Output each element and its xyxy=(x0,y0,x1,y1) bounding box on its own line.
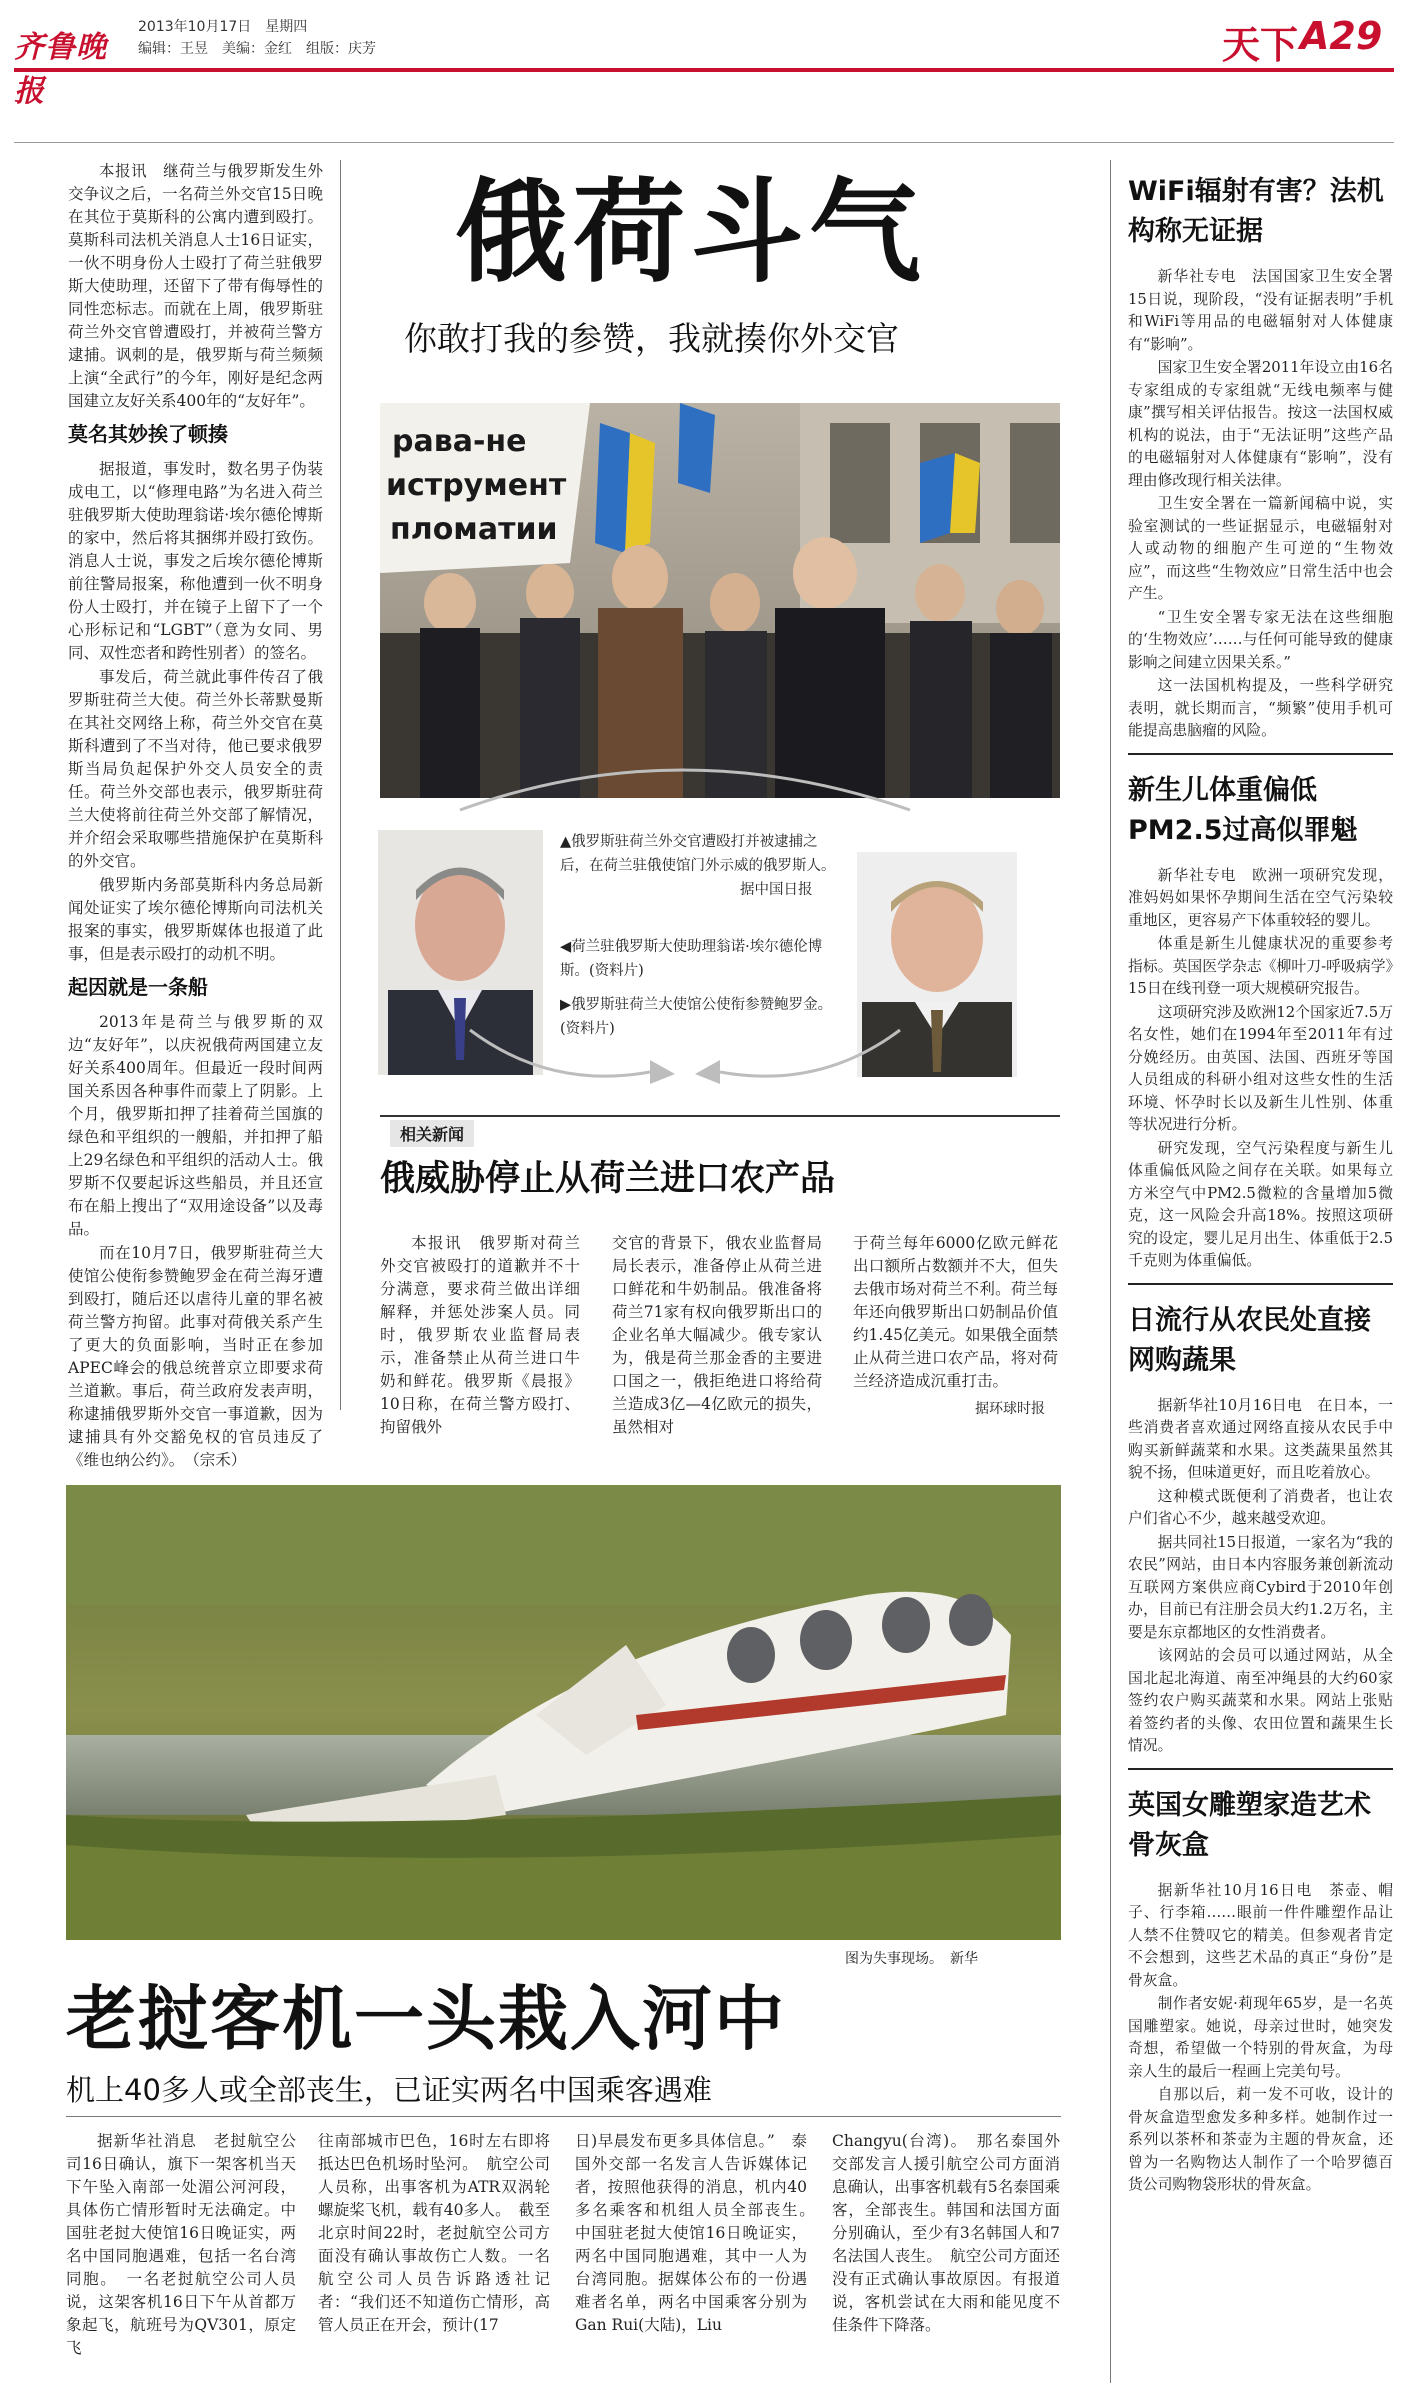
sidebar-para: 据新华社10月16日电 在日本，一些消费者喜欢通过网络直接从农民手中购买新鲜蔬菜和水果。这类蔬果虽然其貌不扬，但味道更好，而且吃着放心。 xyxy=(1128,1396,1393,1481)
sidebar-body-urn xyxy=(1128,1880,1393,2197)
main-story-para: 据报道，事发时，数名男子伪装成电工，以“修理电路”为名进入荷兰驻俄罗斯大使助理翁诺·埃尔德伦博斯的家中，然后将其捆绑并殴打致伤。消息人士说，事发之后埃尔德伦博斯前往警局报案，称他遭到一伙不明身份人士殴打，并在镜子上留下了一个心形标记和“LGBT”（意为女同、男同、双性恋者和跨性别者）的签名。 xyxy=(68,460,323,662)
sidebar-rule xyxy=(1128,1283,1393,1285)
header-thin-rule xyxy=(14,142,1394,143)
related-news-tag: 相关新闻 xyxy=(390,1120,474,1147)
protest-caption xyxy=(560,830,845,902)
layout-credit: 组版：庆芳 xyxy=(306,41,376,57)
sidebar-para: 研究发现，空气污染程度与新生儿体重偏低风险之间存在关联。如果每立方米空气中PM2.5微粒的含量增加5微克，这一风险会升高18%。按照这项研究的设定，婴儿足月出生、体重低于2.5千克则为体重偏低。 xyxy=(1128,1139,1393,1269)
sign-line-3: пломатии xyxy=(390,512,558,547)
main-headline: 俄荷斗气 xyxy=(455,168,927,298)
sidebar-para: 这项研究涉及欧洲12个国家近7.5万名女性，她们在1994年至2011年有过分娩经历。由英国、法国、西班牙等国人员组成的科研小组对这些女性的生活环境、怀孕时长以及新生儿性别、体重等状况进行分析。 xyxy=(1128,1003,1393,1133)
plane-col-3: 日)早晨发布更多具体信息。” 泰国外交部一名发言人告诉媒体记者，按照他获得的消息，机内40多名乘客和机组人员全部丧生。 中国驻老挝大使馆16日晚证实，两名中国同胞遇难，其中一人为台湾同胞。据媒体公布的一份遇难者名单，两名中国乘客分别为Gan Rui(大陆)，Liu xyxy=(575,2132,823,2334)
sign-line-1: рава-не xyxy=(392,424,527,459)
protest-photo-image xyxy=(380,403,1060,798)
plane-crash-photo-image xyxy=(66,1485,1061,1940)
plane-col-4: Changyu(台湾)。 那名泰国外交部发言人援引航空公司方面消息确认，出事客机载有5名泰国乘客，全部丧生。韩国和法国方面分别确认，至少有3名韩国人和7名法国人丧生。 航空公司方面还没有正式确认事故原因。有报道说，客机尝试在大雨和能见度不佳条件下降落。 xyxy=(832,2132,1060,2334)
related-credit: 据环球时报 xyxy=(975,1401,1045,1417)
sidebar-head-wifi: WiFi辐射有害？法机构称无证据 xyxy=(1128,176,1384,247)
plane-rule xyxy=(66,2116,1061,2117)
protest-caption-text: ▲俄罗斯驻荷兰外交官遭殴打并被逮捕之后，在荷兰驻俄使馆门外示威的俄罗斯人。 xyxy=(560,834,836,874)
related-news-headline: 俄威胁停止从荷兰进口农产品 xyxy=(380,1159,836,1199)
borodin-caption: ▶俄罗斯驻荷兰大使馆公使衔参赞鲍罗金。(资料片) xyxy=(560,997,833,1037)
related-col-2: 交官的背景下，俄农业监督局局长表示，准备停止从荷兰进口鲜花和牛奶制品。俄准备将荷兰71家有权向俄罗斯出口的企业名单大幅减少。俄专家认为，俄是荷兰那金香的主要进口国之一，俄拒绝进口将给荷兰造成3亿—4亿欧元的损失，虽然相对 xyxy=(612,1234,822,1436)
editor-credit: 编辑：王昱 xyxy=(138,41,208,57)
sidebar-para: 新华社专电 法国国家卫生安全署15日说，现阶段，“没有证据表明”手机和WiFi等用品的电磁辐射对人体健康有“影响”。 xyxy=(1128,268,1393,353)
sidebar-rule xyxy=(1128,753,1393,755)
sidebar-para: 国家卫生安全署2011年设立由16名专家组成的专家组就“无线电频率与健康”撰写相关评估报告。按这一法国权威机构的说法，由于“无法证明”这些产品的电磁辐射对人体健康有“影响”，没有理由修改现行相关法律。 xyxy=(1128,359,1393,489)
sidebar-body-pm25 xyxy=(1128,865,1393,1273)
sidebar-head-japan: 日流行从农民处直接网购蔬果 xyxy=(1128,1304,1371,1376)
eldrenbosch-caption: ◀荷兰驻俄罗斯大使助理翁诺·埃尔德伦博斯。(资料片) xyxy=(560,939,823,979)
sidebar-body-japan xyxy=(1128,1395,1393,1758)
sign-line-2: иструмент xyxy=(386,468,567,503)
sidebar-rule xyxy=(1128,1768,1393,1770)
header-meta xyxy=(138,16,390,60)
sidebar-para: 制作者安妮·莉现年65岁，是一名英国雕塑家。她说，母亲过世时，她突发奇想，希望做一个特别的骨灰盒，为母亲人生的最后一程画上完美句号。 xyxy=(1128,1995,1393,2080)
plane-photo-caption: 图为失事现场。 新华 xyxy=(845,1951,978,1967)
sidebar-para: 据新华社10月16日电 茶壶、帽子、行李箱……眼前一件件雕塑作品让人禁不住赞叹它的精美。但参观者肯定不会想到，这些艺术品的真正“身份”是骨灰盒。 xyxy=(1128,1881,1393,1989)
protest-photo xyxy=(380,403,1060,798)
sidebar-para: 自那以后，莉一发不可收，设计的骨灰盒造型愈发多种多样。她制作过一系列以茶杯和茶壶为主题的骨灰盒，还曾为一名购物达人制作了一个哈罗德百货公司购物袋形状的骨灰盒。 xyxy=(1128,2086,1393,2193)
sidebar-para: 该网站的会员可以通过网站，从全国北起北海道、南至冲绳县的大约60家签约农户购买蔬菜和水果。网站上张贴着签约者的头像、农田位置和蔬果生长情况。 xyxy=(1128,1647,1393,1754)
header-rule xyxy=(14,68,1394,72)
sidebar-para: 卫生安全署在一篇新闻稿中说，实验室测试的一些证据显示，电磁辐射对人或动物的细胞产生可逆的“生物效应”，而这些“生物效应”日常生活中也会产生。 xyxy=(1128,495,1393,602)
related-news-rule xyxy=(380,1115,1060,1117)
main-subheadline: 你敢打我的参赞，我就揍你外交官 xyxy=(404,319,899,358)
sidebar-para: “卫生安全署专家无法在这些细胞的‘生物效应’……与任何可能导致的健康影响之间建立因果关系。” xyxy=(1128,608,1393,671)
related-col-1: 本报讯 俄罗斯对荷兰外交官被殴打的道歉并不十分满意，要求荷兰做出详细解释，并惩处涉案人员。同时，俄罗斯农业监督局表示，准备禁止从荷兰进口牛奶和鲜花。俄罗斯《晨报》10日称，在荷兰警方殴打、拘留俄外 xyxy=(380,1234,580,1436)
plane-headline: 老挝客机一头栽入河中 xyxy=(66,1978,786,2060)
main-story-para: 俄罗斯内务部莫斯科内务总局新闻处证实了埃尔德伦博斯向司法机关报案的事实，俄罗斯媒体也报道了此事，但是表示殴打的动机不明。 xyxy=(68,876,323,963)
issue-weekday: 星期四 xyxy=(265,19,308,35)
plane-subheadline: 机上40多人或全部丧生，已证实两名中国乘客遇难 xyxy=(66,2073,712,2107)
sidebar-para: 这种模式既便利了消费者，也让农户们省心不少，越来越受欢迎。 xyxy=(1128,1487,1393,1527)
sidebar-para: 新华社专电 欧洲一项研究发现，准妈妈如果怀孕期间生活在空气污染较重地区，更容易产下体重较轻的婴儿。 xyxy=(1128,866,1393,929)
issue-date: 2013年10月17日 xyxy=(138,19,252,35)
newspaper-logo: 齐鲁晚报 xyxy=(14,30,107,109)
sidebar-para: 这一法国机构提及，一些科学研究表明，就长期而言，“频繁”使用手机可能提高患脑瘤的风险。 xyxy=(1128,677,1393,739)
related-col-3: 于荷兰每年6000亿欧元鲜花出口额所占数额并不大，但失去俄市场对荷兰不利。荷兰每年还向俄罗斯出口奶制品价值约1.45亿美元。如果俄全面禁止从荷兰进口农产品，将对荷兰经济造成沉重打击。 xyxy=(853,1234,1059,1390)
subhead-beaten: 莫名其妙挨了顿揍 xyxy=(68,422,228,446)
sidebar-divider xyxy=(1110,160,1111,2383)
subhead-ship: 起因就是一条船 xyxy=(68,975,208,999)
sidebar xyxy=(1128,160,1393,2383)
main-story-para: 事发后，荷兰就此事件传召了俄罗斯驻荷兰大使。荷兰外长蒂默曼斯在其社交网络上称，荷兰外交官在莫斯科遭到了不当对待，他已要求俄罗斯当局负起保护外交人员安全的责任。荷兰外交部也表示，俄罗斯驻荷兰大使将前往荷兰外交部了解情况，并介绍会采取哪些措施保护在莫斯科的外交官。 xyxy=(68,668,323,870)
protest-caption-credit: 据中国日报 xyxy=(740,882,813,898)
section-name: 天下 xyxy=(1222,23,1299,67)
main-story-intro: 本报讯 继荷兰与俄罗斯发生外交争议之后，一名荷兰外交官15日晚在其位于莫斯科的公寓内遭到殴打。莫斯科司法机关消息人士16日证实，一伙不明身份人士殴打了荷兰驻俄罗斯大使助理，还留下了带有侮辱性的同性恋标志。而就在上周，俄罗斯驻荷兰外交官曾遭殴打，并被荷兰警方逮捕。讽刺的是，俄罗斯与荷兰频频上演“全武行”的今年，刚好是纪念两国建立友好关系400年的“友好年”。 xyxy=(68,162,323,410)
column-divider xyxy=(340,160,341,1410)
main-story-para: 2013年是荷兰与俄罗斯的双边“友好年”，以庆祝俄荷两国建立友好关系400周年。但最近一段时间两国关系因各种事件而蒙上了阴影。上个月，俄罗斯扣押了挂着荷兰国旗的绿色和平组织的一艘船，并扣押了船上29名绿色和平组织的活动人士。俄罗斯不仅要起诉这些船员，并且还宣布在船上搜出了“双用途设备”以及毒品。 xyxy=(68,1013,323,1238)
main-story-column xyxy=(68,160,323,1469)
sidebar-body-wifi xyxy=(1128,266,1393,743)
sidebar-head-urn: 英国女雕塑家造艺术骨灰盒 xyxy=(1128,1789,1371,1861)
plane-col-1: 据新华社消息 老挝航空公司16日确认，旗下一架客机当天下午坠入南部一处湄公河河段，具体伤亡情形暂时无法确定。中国驻老挝大使馆16日晚证实，两名中国同胞遇难，包括一名台湾同胞。 一名老挝航空公司人员说，这架客机16日下午从首都万象起飞，航班号为QV301，原定飞 xyxy=(66,2132,296,2357)
sidebar-para: 据共同社15日报道，一家名为“我的农民”网站，由日本内容服务兼创新流动互联网方案供应商Cybird于2010年创办，目前已有注册会员大约1.2万名，主要是东京都地区的女性消费者。 xyxy=(1128,1533,1393,1641)
plane-col-2: 往南部城市巴色，16时左右即将抵达巴色机场时坠河。 航空公司人员称，出事客机为ATR双涡轮螺旋桨飞机，载有40多人。 截至北京时间22时，老挝航空公司方面没有确认事故伤亡人数。一名航空公司人员告诉路透社记者：“我们还不知道伤亡情形，高管人员正在开会，预计(17 xyxy=(318,2132,550,2334)
sidebar-para: 体重是新生儿健康状况的重要参考指标。英国医学杂志《柳叶刀-呼吸病学》15日在线刊登一项大规模研究报告。 xyxy=(1128,935,1393,997)
plane-crash-photo xyxy=(66,1485,1061,1940)
art-credit: 美编：金红 xyxy=(222,41,292,57)
main-story-para: 而在10月7日，俄罗斯驻荷兰大使馆公使衔参赞鲍罗金在荷兰海牙遭到殴打，随后还以虐待儿童的罪名被荷兰警方拘留。此事对荷俄关系产生了更大的负面影响，当时正在参加APEC峰会的俄总统普京立即要求荷兰道歉。事后，荷兰政府发表声明，称逮捕俄罗斯外交官一事道歉，因为逮捕具有外交豁免权的官员违反了《维也纳公约》。 （宗禾） xyxy=(68,1244,323,1469)
sidebar-head-pm25: 新生儿体重偏低 PM2.5过高似罪魁 xyxy=(1128,774,1358,846)
page-number: A29 xyxy=(1300,14,1383,58)
